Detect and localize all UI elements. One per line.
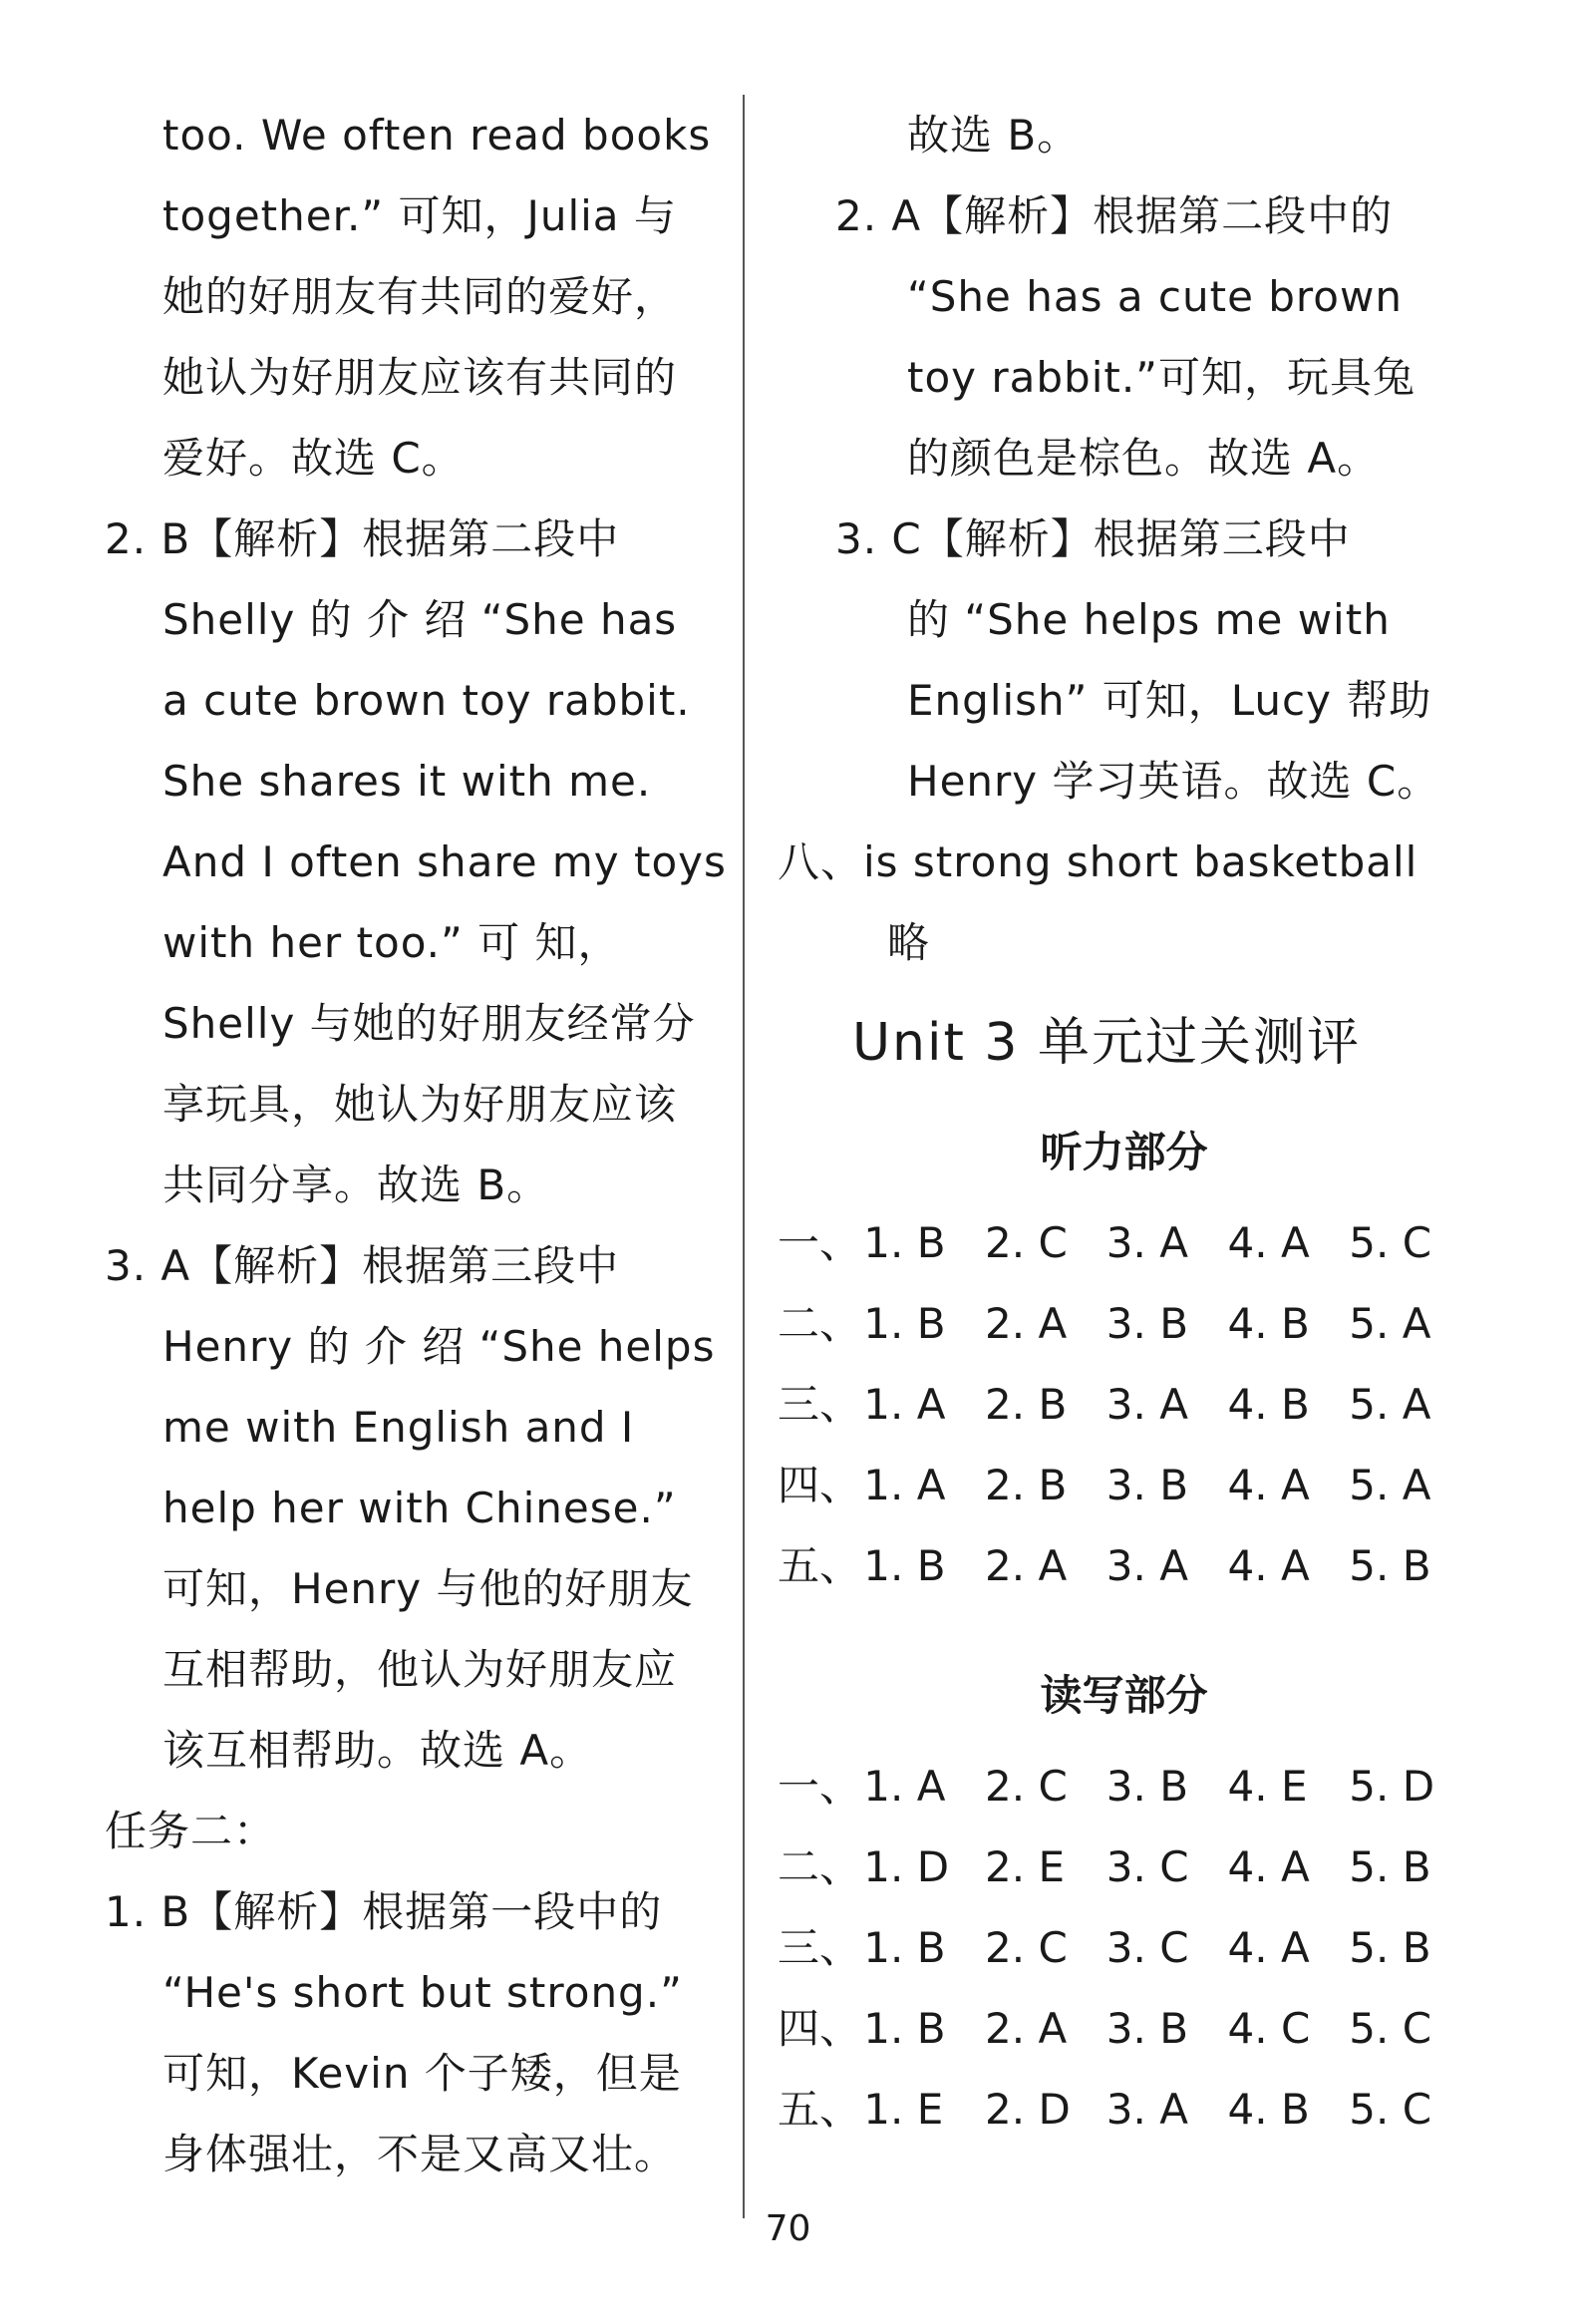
text-line: 2. B【解析】根据第二段中 <box>105 514 620 563</box>
listening-answers <box>778 1202 1470 1606</box>
answer-cell: 2. C <box>985 1923 1068 1972</box>
answer-cell: 5. B <box>1349 1541 1431 1590</box>
answer-cell: 2. A <box>985 1541 1068 1590</box>
unit-title: Unit 3 单元过关测评 <box>852 1013 1361 1073</box>
answer-row <box>778 1364 1470 1445</box>
text-line: 她认为好朋友应该有共同的 <box>162 353 678 402</box>
answer-cell: 5. B <box>1349 1842 1431 1891</box>
answer-cell: 4. E <box>1227 1762 1308 1811</box>
answer-cell: 2. A <box>985 1299 1068 1348</box>
text-line: 3. C【解析】根据第三段中 <box>835 514 1351 563</box>
text-line: 共同分享。故选 B。 <box>162 1161 550 1209</box>
answer-cell: 1. B <box>863 1218 946 1267</box>
text-line: “He's short but strong.” <box>162 1968 683 2017</box>
answer-cell: 2. C <box>985 1218 1068 1267</box>
row-number: 三、 <box>778 1923 862 1972</box>
answer-cell: 1. B <box>863 1923 946 1972</box>
text-line: too. We often read books <box>162 111 712 160</box>
text-line: toy rabbit.”可知，玩具兔 <box>907 353 1416 402</box>
text-line: Shelly 与她的好朋友经常分 <box>162 999 696 1048</box>
text-line: 她的好朋友有共同的爱好， <box>162 272 678 321</box>
answer-cell: 5. A <box>1349 1461 1431 1509</box>
text-line: me with English and I <box>162 1403 635 1452</box>
answer-cell: 4. B <box>1227 1299 1310 1348</box>
reading-title: 读写部分 <box>1040 1671 1208 1720</box>
answer-cell: 5. A <box>1349 1380 1431 1429</box>
answer-cell: 4. A <box>1227 1923 1310 1972</box>
answer-cell: 4. A <box>1227 1461 1310 1509</box>
answer-cell: 4. C <box>1227 2004 1311 2053</box>
text-line: with her too.” 可 知， <box>162 918 621 967</box>
answer-cell: 2. E <box>985 1842 1065 1891</box>
answer-cell: 2. C <box>985 1762 1068 1811</box>
answer-cell: 4. A <box>1227 1541 1310 1590</box>
answer-row <box>778 1202 1470 1283</box>
text-line: together.” 可知，Julia 与 <box>162 191 677 240</box>
answer-cell: 3. A <box>1105 1218 1188 1267</box>
reading-answers <box>778 1746 1470 2150</box>
text-line: 互相帮助，他认为好朋友应 <box>162 1645 678 1694</box>
text-line: 身体强壮，不是又高又壮。 <box>162 2130 678 2178</box>
answer-cell: 1. A <box>863 1762 946 1811</box>
answer-cell: 1. B <box>863 2004 946 2053</box>
answer-cell: 3. A <box>1105 1541 1188 1590</box>
answer-cell: 5. C <box>1349 1218 1432 1267</box>
row-number: 四、 <box>778 1461 862 1509</box>
text-line: Shelly 的 介 绍 “She has <box>162 595 678 644</box>
answer-cell: 4. B <box>1227 1380 1310 1429</box>
text-line: 的 “She helps me with <box>907 595 1391 644</box>
text-line: 的颜色是棕色。故选 A。 <box>907 434 1381 483</box>
answer-cell: 1. A <box>863 1461 946 1509</box>
answer-cell: 1. B <box>863 1541 946 1590</box>
text-line: 八、is strong short basketball <box>778 837 1418 886</box>
answer-cell: 3. B <box>1105 2004 1189 2053</box>
answer-cell: 5. C <box>1349 2085 1432 2134</box>
row-number: 四、 <box>778 2004 862 2053</box>
answer-row <box>778 1283 1470 1364</box>
text-line: 爱好。故选 C。 <box>162 434 465 483</box>
answer-row <box>778 1445 1470 1525</box>
row-number: 二、 <box>778 1842 862 1891</box>
answer-cell: 4. A <box>1227 1218 1310 1267</box>
answer-cell: 2. A <box>985 2004 1068 2053</box>
answer-row <box>778 1988 1470 2069</box>
answer-cell: 2. B <box>985 1380 1068 1429</box>
answer-cell: 5. D <box>1349 1762 1435 1811</box>
text-line: 享玩具，她认为好朋友应该 <box>162 1080 678 1129</box>
answer-cell: 1. A <box>863 1380 946 1429</box>
answer-cell: 3. C <box>1105 1923 1189 1972</box>
answer-cell: 3. B <box>1105 1461 1189 1509</box>
text-line: 1. B【解析】根据第一段中的 <box>105 1887 663 1936</box>
answer-row <box>778 2069 1470 2150</box>
text-line: 该互相帮助。故选 A。 <box>162 1726 593 1775</box>
row-number: 一、 <box>778 1762 862 1811</box>
text-line: 略 <box>887 918 931 967</box>
text-line: 故选 B。 <box>907 111 1081 160</box>
text-line: Henry 学习英语。故选 C。 <box>907 757 1440 806</box>
listening-title: 听力部分 <box>1040 1128 1208 1176</box>
text-line: 可知，Kevin 个子矮，但是 <box>162 2049 682 2098</box>
right-answer-lines <box>778 95 1470 983</box>
text-line: 2. A【解析】根据第二段中的 <box>835 191 1394 240</box>
row-number: 一、 <box>778 1218 862 1267</box>
answer-row <box>778 1907 1470 1988</box>
right-column <box>778 95 1470 2150</box>
answer-cell: 4. A <box>1227 1842 1310 1891</box>
answer-cell: 5. A <box>1349 1299 1431 1348</box>
answer-row <box>778 1826 1470 1907</box>
text-line: English” 可知，Lucy 帮助 <box>907 676 1432 725</box>
answer-cell: 1. E <box>863 2085 944 2134</box>
answer-cell: 3. B <box>1105 1762 1189 1811</box>
row-number: 三、 <box>778 1380 862 1429</box>
text-line: help her with Chinese.” <box>162 1484 677 1532</box>
answer-row <box>778 1525 1470 1606</box>
answer-cell: 1. D <box>863 1842 950 1891</box>
row-number: 五、 <box>778 2085 862 2134</box>
page-number: 70 <box>765 2208 811 2249</box>
text-line: She shares it with me. <box>162 757 652 806</box>
row-number: 二、 <box>778 1299 862 1348</box>
column-divider <box>743 95 745 2218</box>
text-line: “She has a cute brown <box>907 272 1403 321</box>
text-line: a cute brown toy rabbit. <box>162 676 691 725</box>
text-line: 任务二： <box>105 1807 277 1855</box>
text-line: 可知，Henry 与他的好朋友 <box>162 1564 694 1613</box>
text-line: And I often share my toys <box>162 837 727 886</box>
answer-cell: 3. A <box>1105 2085 1188 2134</box>
left-column <box>105 95 727 2194</box>
answer-cell: 2. D <box>985 2085 1071 2134</box>
answer-cell: 3. A <box>1105 1380 1188 1429</box>
text-line: Henry 的 介 绍 “She helps <box>162 1322 716 1371</box>
text-line: 3. A【解析】根据第三段中 <box>105 1241 620 1290</box>
answer-row <box>778 1746 1470 1826</box>
answer-cell: 2. B <box>985 1461 1068 1509</box>
answer-cell: 4. B <box>1227 2085 1310 2134</box>
answer-cell: 5. C <box>1349 2004 1432 2053</box>
row-number: 五、 <box>778 1541 862 1590</box>
answer-cell: 3. B <box>1105 1299 1189 1348</box>
answer-cell: 5. B <box>1349 1923 1431 1972</box>
answer-cell: 3. C <box>1105 1842 1189 1891</box>
answer-cell: 1. B <box>863 1299 946 1348</box>
